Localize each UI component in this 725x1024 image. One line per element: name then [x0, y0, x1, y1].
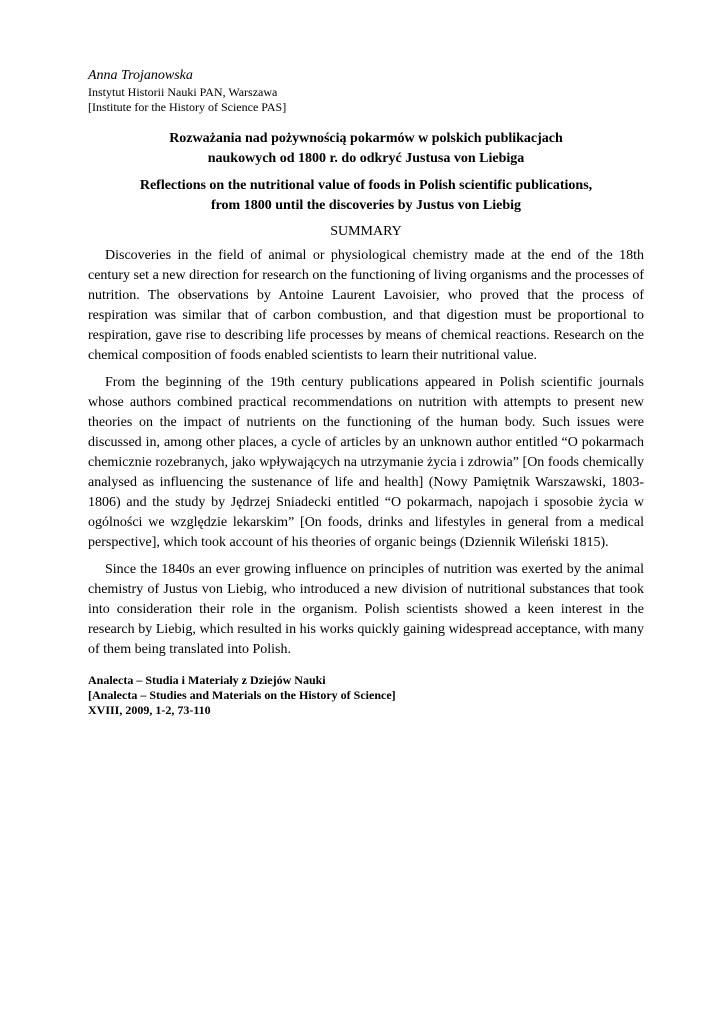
- author-name: Anna Trojanowska: [88, 68, 193, 83]
- summary-paragraph-2: From the beginning of the 19th century publications appeared in Polish scientific journals whose authors combined practical recommendations on nutrition with attempts to present new theories on the impact of nutrients on the functioning of the human body. Such issues were discussed in, among other places, a cycle of articles by an unknown author entitled “O pokarmach chemicznie rozebranych, jako wpływających na utrzymanie życia i zdrowia” [On foods chemically analysed as influencing the sustenance of life and health] (Nowy Pamiętnik Warszawski, 1803-1806) and the study by Jędrzej Sniadecki entitled “O pokarmach, napojach i sposobie życia w ogólności we względzie lekarskim” [On foods, drinks and lifestyles in general from a medical perspective], which took account of his theories of organic beings (Dziennik Wileński 1815).: [88, 375, 644, 550]
- institution-polish: Instytut Historii Nauki PAN, Warszawa: [88, 85, 278, 99]
- summary-paragraph-1: Discoveries in the field of animal or physiological chemistry made at the end of the 18th century set a new direction for research on the functioning of living organisms and the processes of nutrition. The observations by Antoine Laurent Lavoisier, who proved that the process of respiration was similar that of carbon combustion, and that digestion must be proportional to respiration, gave rise to describing life processes by means of chemical reactions. Research on the chemical composition of foods enabled scientists to learn their nutritional value.: [88, 248, 644, 363]
- title-english: [88, 176, 644, 216]
- journal-title-english: [Analecta – Studies and Materials on the History of Science]: [88, 688, 396, 702]
- summary-paragraph-3: Since the 1840s an ever growing influence on principles of nutrition was exerted by the animal chemistry of Justus von Liebig, who introduced a new division of nutritional substances that took into consideration their role in the organism. Polish scientists showed a keen interest in the research by Liebig, which resulted in his works quickly gaining widespread acceptance, with many of them being translated into Polish.: [88, 562, 644, 657]
- summary-heading: SUMMARY: [330, 224, 402, 239]
- title-polish-line-1: Rozważania nad pożywnością pokarmów w polskich publikacjach: [169, 131, 563, 146]
- title-english-line-2: from 1800 until the discoveries by Justus von Liebig: [210, 198, 522, 213]
- journal-title-polish: Analecta – Studia i Materiały z Dziejów Nauki: [88, 673, 326, 687]
- institution-english: [Institute for the History of Science PAS]: [88, 100, 287, 114]
- document-page: [88, 67, 644, 718]
- journal-citation: [88, 673, 644, 718]
- title-polish: [88, 129, 644, 169]
- title-english-line-1: Reflections on the nutritional value of foods in Polish scientific publications,: [139, 178, 593, 193]
- title-polish-line-2: naukowych od 1800 r. do odkryć Justusa von Liebiga: [207, 151, 525, 166]
- journal-volume-pages: XVIII, 2009, 1-2, 73-110: [88, 703, 211, 717]
